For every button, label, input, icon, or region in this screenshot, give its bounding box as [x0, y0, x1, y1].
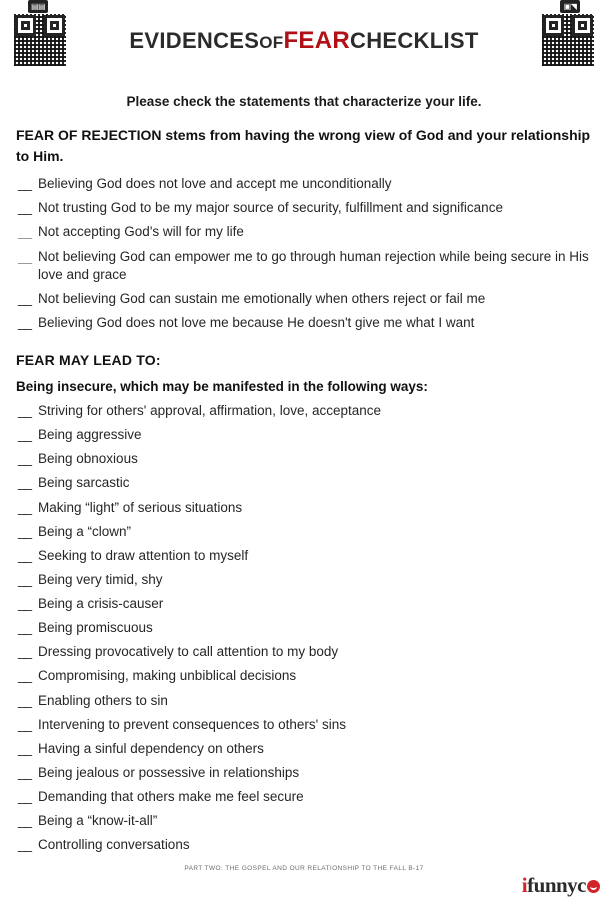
list-item-label: Not believing God can empower me to go through human rejection while being secure in His love and grace	[38, 248, 589, 283]
checkbox-blank[interactable]: __	[18, 475, 32, 491]
checkbox-blank[interactable]: __	[18, 523, 32, 539]
title-fear: FEAR	[283, 27, 351, 54]
document-body	[0, 92, 608, 855]
list-item[interactable]	[16, 812, 592, 831]
list-item-label: Making “light” of serious situations	[38, 499, 243, 515]
document-header	[0, 0, 608, 78]
list-item[interactable]	[16, 248, 592, 285]
document-footer: PART TWO: THE GOSPEL AND OUR RELATIONSHIP TO THE FALL B-17	[184, 865, 424, 872]
list-item-label: Being sarcastic	[38, 475, 130, 491]
watermark-i: i	[521, 873, 528, 897]
checkbox-blank[interactable]: __	[18, 571, 32, 587]
checkbox-blank[interactable]: __	[18, 248, 32, 264]
rejection-checklist	[16, 175, 592, 333]
checkbox-blank[interactable]: __	[18, 547, 32, 563]
checkbox-blank[interactable]: __	[18, 451, 32, 467]
list-item-label: Being a “know-it-all”	[38, 813, 158, 829]
list-item-label: Being a crisis-causer	[38, 596, 164, 612]
list-item-label: Being obnoxious	[38, 451, 138, 467]
list-item[interactable]	[16, 595, 592, 614]
checkbox-blank[interactable]: __	[18, 692, 32, 708]
list-item-label: Having a sinful dependency on others	[38, 740, 264, 756]
list-item-label: Being aggressive	[38, 427, 142, 443]
instruction-text: Please check the statements that characterize your life.	[126, 94, 482, 109]
list-item-label: Not accepting God's will for my life	[38, 224, 244, 240]
list-item-label: Not trusting God to be my major source of security, fulfillment and significance	[38, 200, 503, 216]
list-item[interactable]	[16, 474, 592, 493]
list-item-label: Dressing provocatively to call attention to my body	[38, 644, 339, 660]
title-of: OF	[259, 33, 284, 52]
list-item-label: Being a “clown”	[38, 523, 132, 539]
checkbox-blank[interactable]: __	[18, 499, 32, 515]
checkbox-blank[interactable]: __	[18, 596, 32, 612]
list-item-label: Seeking to draw attention to myself	[38, 547, 249, 563]
checkbox-blank[interactable]: __	[18, 813, 32, 829]
title-evidences: EVIDENCES	[129, 28, 260, 53]
qr-right-badge-icon: ▣◥	[560, 0, 580, 13]
checkbox-blank[interactable]: __	[18, 740, 32, 756]
list-item[interactable]	[16, 199, 592, 218]
list-item-label: Compromising, making unbiblical decisions	[38, 668, 297, 684]
list-item-label: Being very timid, shy	[38, 571, 163, 587]
checkbox-blank[interactable]: __	[18, 644, 32, 660]
list-item-label: Being jealous or possessive in relationships	[38, 764, 300, 780]
title-checklist: CHECKLIST	[350, 28, 479, 53]
list-item-label: Not believing God can sustain me emotionally when others reject or fail me	[38, 291, 486, 307]
insecure-checklist	[16, 402, 592, 855]
checkbox-blank[interactable]: __	[18, 764, 32, 780]
list-item[interactable]	[16, 426, 592, 445]
list-item-label: Being promiscuous	[38, 620, 153, 636]
checkbox-blank[interactable]: __	[18, 716, 32, 732]
list-item-label: Striving for others' approval, affirmation, love, acceptance	[38, 403, 382, 419]
list-item[interactable]	[16, 290, 592, 309]
checkbox-blank[interactable]: __	[18, 291, 32, 307]
list-item-label: Intervening to prevent consequences to others' sins	[38, 716, 347, 732]
list-item[interactable]	[16, 571, 592, 590]
checkbox-blank[interactable]: __	[18, 224, 32, 240]
list-item[interactable]	[16, 499, 592, 518]
checkbox-blank[interactable]: __	[18, 176, 32, 192]
checkbox-blank[interactable]: __	[18, 837, 32, 853]
list-item[interactable]	[16, 667, 592, 686]
list-item-label: Controlling conversations	[38, 837, 190, 853]
list-item[interactable]	[16, 788, 592, 807]
list-item[interactable]	[16, 223, 592, 242]
watermark-c: c	[577, 873, 586, 897]
section-heading: FEAR MAY LEAD TO:	[16, 352, 161, 369]
list-item[interactable]	[16, 402, 592, 421]
list-item-label: Enabling others to sin	[38, 692, 168, 708]
list-item[interactable]	[16, 716, 592, 735]
list-item-label: Believing God does not love and accept me unconditionally	[38, 176, 392, 192]
list-item[interactable]	[16, 547, 592, 566]
list-item[interactable]	[16, 175, 592, 194]
smiley-icon	[587, 880, 600, 893]
page-title	[0, 27, 608, 55]
checkbox-blank[interactable]: __	[18, 200, 32, 216]
list-item[interactable]	[16, 643, 592, 662]
list-item[interactable]	[16, 692, 592, 711]
list-item[interactable]	[16, 764, 592, 783]
ifunny-watermark	[522, 873, 600, 898]
list-item[interactable]	[16, 836, 592, 855]
list-item[interactable]	[16, 314, 592, 333]
list-item-label: Demanding that others make me feel secure	[38, 789, 304, 805]
checkbox-blank[interactable]: __	[18, 427, 32, 443]
checkbox-blank[interactable]: __	[18, 403, 32, 419]
list-item[interactable]	[16, 450, 592, 469]
checkbox-blank[interactable]: __	[18, 315, 32, 331]
checkbox-blank[interactable]: __	[18, 620, 32, 636]
list-item[interactable]	[16, 740, 592, 759]
list-item[interactable]	[16, 619, 592, 638]
checkbox-blank[interactable]: __	[18, 789, 32, 805]
lead-paragraph: FEAR OF REJECTION stems from having the wrong view of God and your relationship to Him.	[16, 127, 591, 165]
section-subheading: Being insecure, which may be manifested in the following ways:	[16, 378, 428, 394]
checkbox-blank[interactable]: __	[18, 668, 32, 684]
list-item[interactable]	[16, 523, 592, 542]
qr-left-badge-icon: ▤▤	[28, 0, 48, 13]
list-item-label: Believing God does not love me because He doesn't give me what I want	[38, 315, 475, 331]
watermark-funny: funny	[527, 873, 578, 897]
